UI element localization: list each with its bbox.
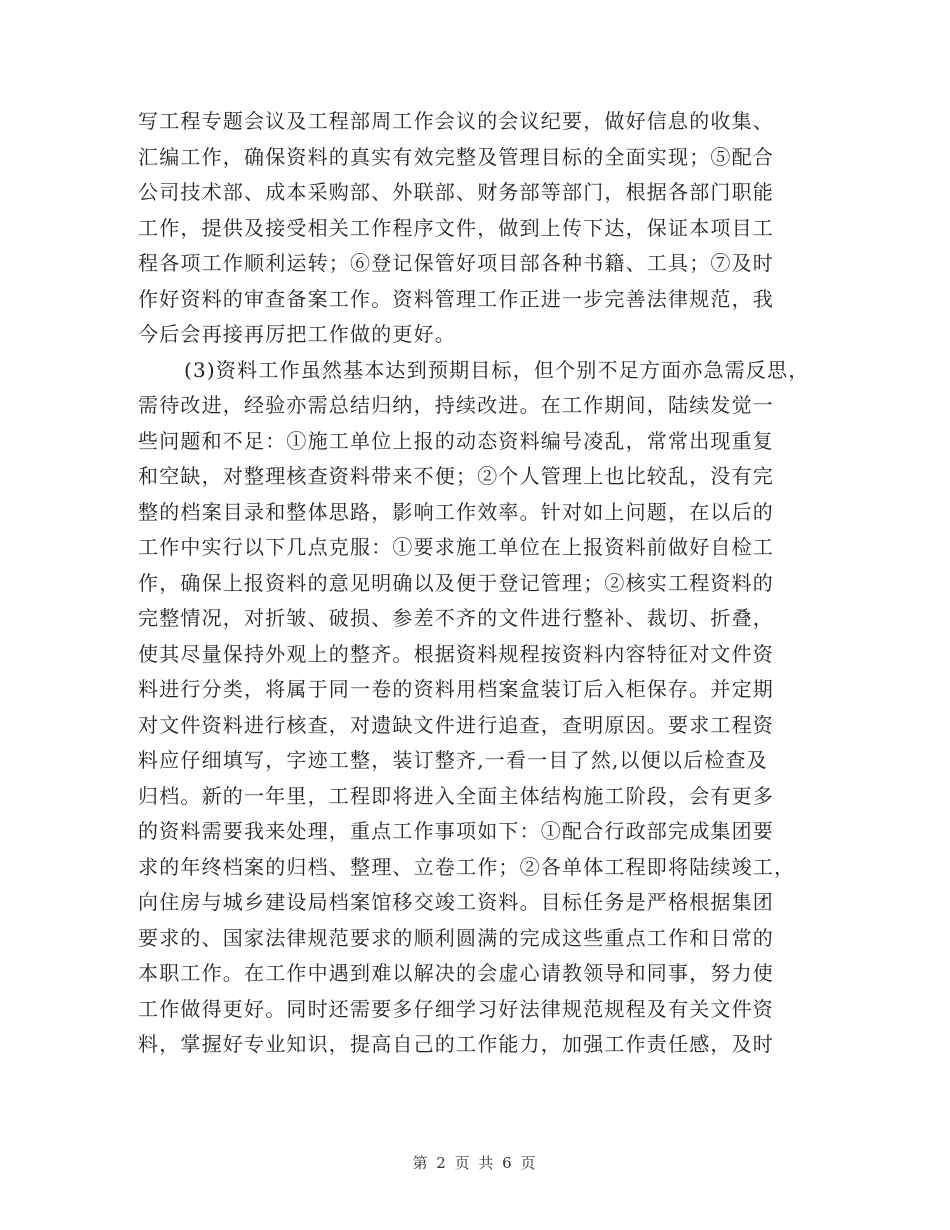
text-line: 汇编工作，确保资料的真实有效完整及管理目标的全面实现；⑤配合 — [138, 144, 774, 169]
text-line: 完整情况，对折皱、破损、参差不齐的文件进行整补、裁切、折叠， — [138, 606, 774, 630]
text-line: 向住房与城乡建设局档案馆移交竣工资料。目标任务是严格根据集团 — [138, 890, 774, 914]
text-line: 工作，提供及接受相关工作程序文件，做到上传下达，保证本项目工 — [138, 215, 774, 240]
text-line: 要求的、国家法律规范要求的顺利圆满的完成这些重点工作和日常的 — [138, 925, 774, 950]
text-line: 工作做得更好。同时还需要多仔细学习好法律规范规程及有关文件资 — [138, 996, 774, 1021]
text-line: 使其尽量保持外观上的整齐。根据资料规程按资料内容特征对文件资 — [138, 641, 774, 666]
text-line: 的资料需要我来处理，重点工作事项如下：①配合行政部完成集团要 — [138, 819, 774, 843]
text-line: 程各项工作顺利运转；⑥登记保管好项目部各种书籍、工具；⑦及时 — [138, 251, 774, 275]
text-line: 和空缺，对整理核查资料带来不便；②个人管理上也比较乱，没有完 — [138, 464, 774, 488]
text-line: 对文件资料进行核查，对遗缺文件进行追查，查明原因。要求工程资 — [138, 712, 774, 737]
text-line: 整的档案目录和整体思路，影响工作效率。针对如上问题，在以后的 — [138, 499, 774, 524]
text-line: (3)资料工作虽然基本达到预期目标，但个别不足方面亦急需反思， — [184, 357, 810, 382]
text-line: 求的年终档案的归档、整理、立卷工作；②各单体工程即将陆续竣工， — [138, 854, 796, 879]
text-line: 工作中实行以下几点克服：①要求施工单位在上报资料前做好自检工 — [138, 535, 774, 559]
text-line: 作好资料的审查备案工作。资料管理工作正进一步完善法律规范，我 — [138, 286, 774, 311]
text-line: 本职工作。在工作中遇到难以解决的会虚心请教领导和同事，努力使 — [138, 961, 774, 985]
text-line: 归档。新的一年里，工程即将进入全面主体结构施工阶段，会有更多 — [138, 783, 774, 808]
text-line: 公司技术部、成本采购部、外联部、财务部等部门，根据各部门职能 — [138, 180, 774, 204]
page-footer: 第 2 页 共 6 页 — [412, 1154, 538, 1172]
text-line: 料进行分类，将属于同一卷的资料用档案盒装订后入柜保存。并定期 — [138, 677, 774, 701]
text-line: 需待改进，经验亦需总结归纳，持续改进。在工作期间，陆续发觉一 — [138, 393, 774, 417]
body-text — [138, 104, 818, 1063]
text-line: 写工程专题会议及工程部周工作会议的会议纪要，做好信息的收集、 — [138, 109, 774, 133]
text-line: 些问题和不足：①施工单位上报的动态资料编号凌乱，常常出现重复 — [138, 428, 774, 453]
text-line: 料应仔细填写，字迹工整，装订整齐,一看一目了然,以便以后检查及 — [138, 748, 768, 772]
text-line: 今后会再接再厉把工作做的更好。 — [138, 322, 456, 346]
text-line: 作，确保上报资料的意见明确以及便于登记管理；②核实工程资料的 — [138, 570, 774, 595]
text-line: 料，掌握好专业知识，提高自己的工作能力，加强工作责任感，及时 — [138, 1032, 774, 1056]
